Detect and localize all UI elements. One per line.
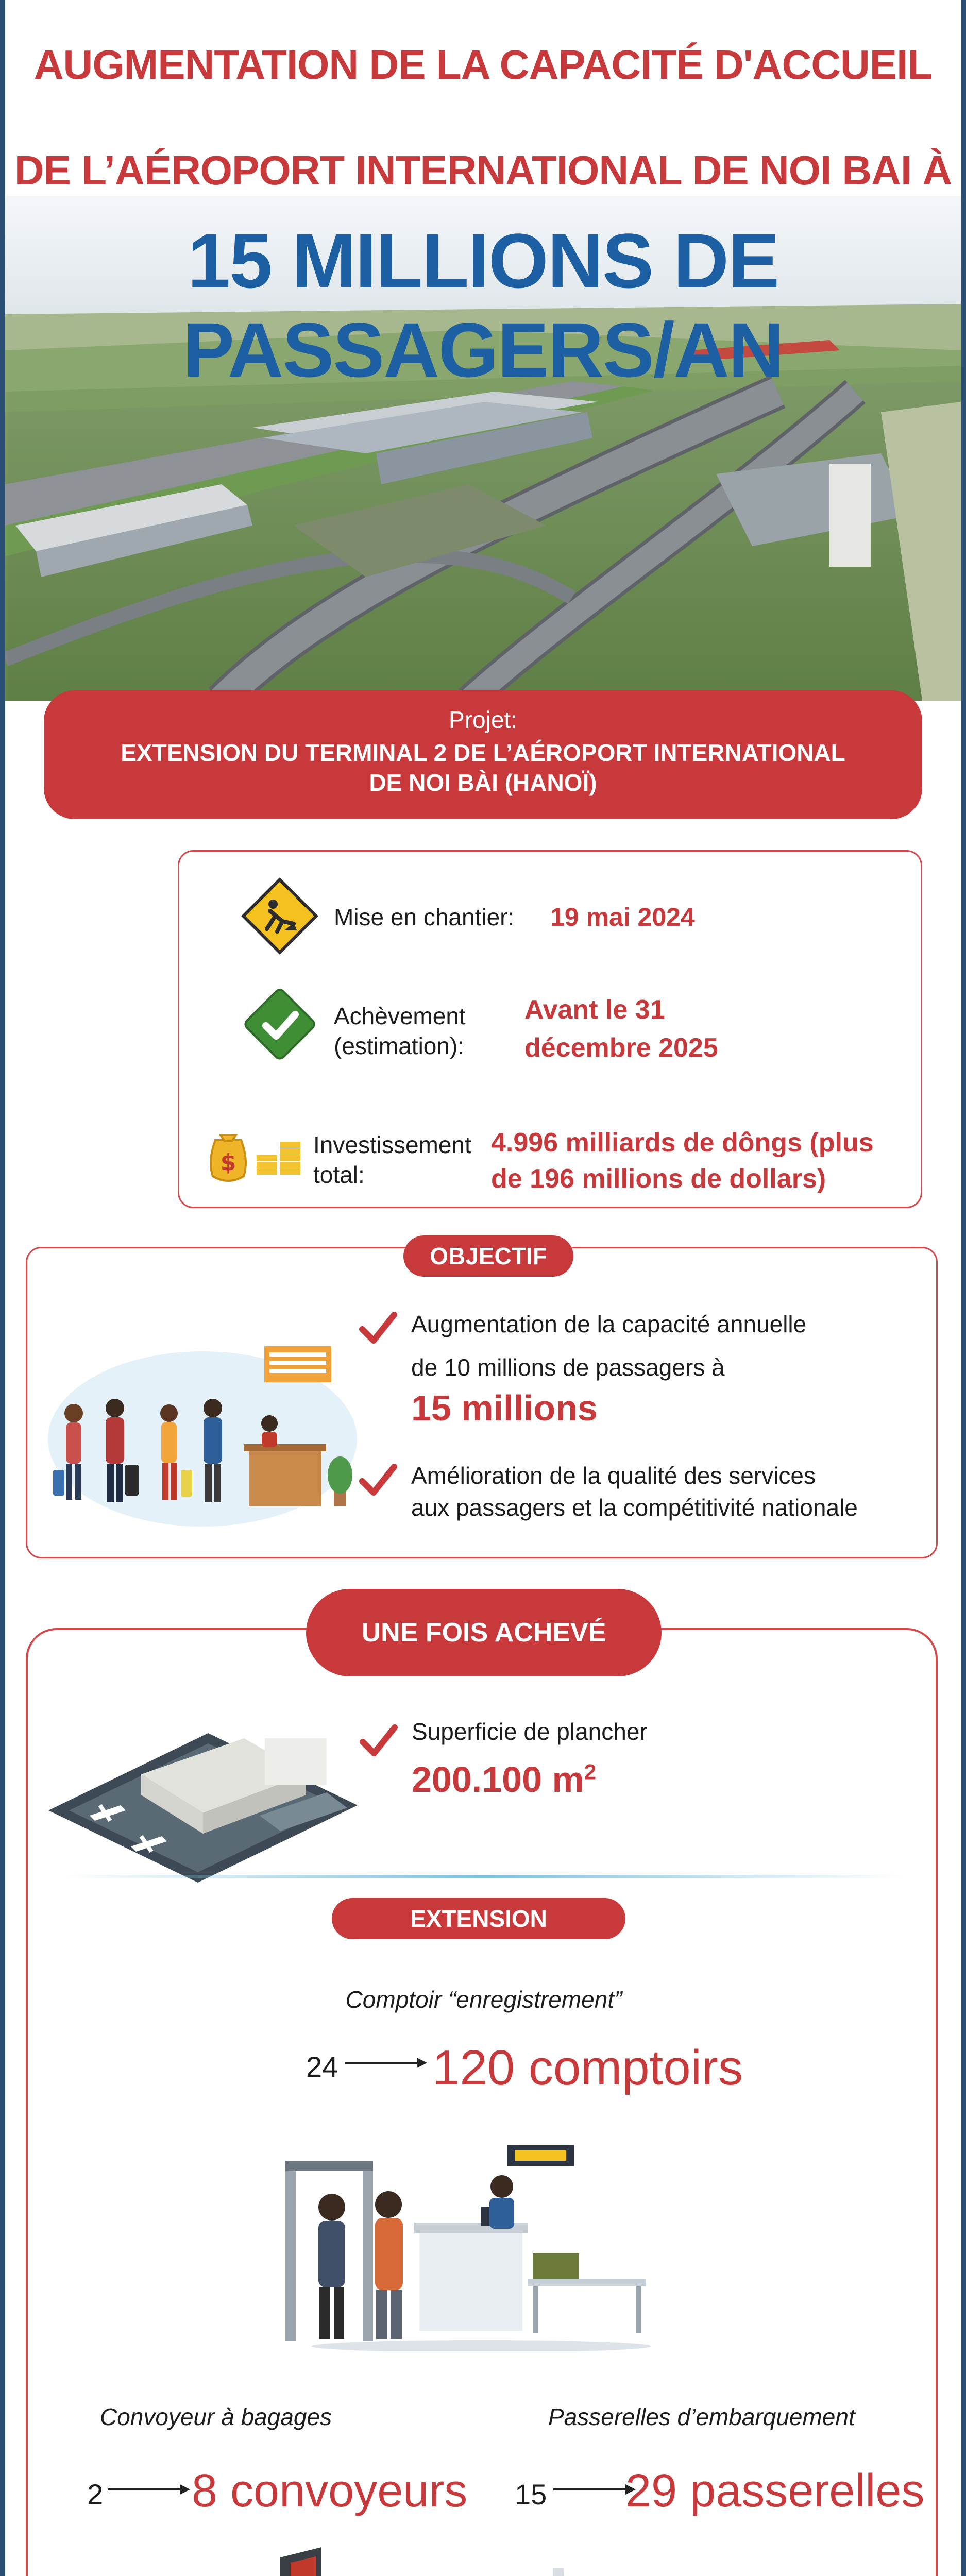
project-name-line-1: EXTENSION DU TERMINAL 2 DE L’AÉROPORT INTERNATIONAL <box>121 739 845 766</box>
project-label: Projet: <box>449 706 517 733</box>
travelers-illustration <box>43 1336 362 1532</box>
investment-label-line-1: Investissement <box>313 1131 471 1158</box>
title-line-1: AUGMENTATION DE LA CAPACITÉ D'ACCUEIL <box>33 42 933 88</box>
investment-value <box>491 1125 874 1197</box>
facts-card <box>178 850 922 1208</box>
section-divider <box>64 1875 904 1878</box>
objective-item-1-line-2: de 10 millions de passagers à <box>411 1354 725 1381</box>
project-banner <box>44 690 922 819</box>
checkin-to: 120 comptoirs <box>432 2040 743 2095</box>
objective-item-1-value: 15 millions <box>411 1388 598 1428</box>
extension-badge: EXTENSION <box>332 1898 625 1939</box>
baggage-conveyor-illustration <box>95 2547 383 2576</box>
bridges-title: Passerelles d’embarquement <box>548 2403 855 2430</box>
check-icon <box>358 1720 399 1761</box>
terminal-building-illustration <box>38 1702 368 1888</box>
floor-area-label: Superficie de plancher <box>412 1718 648 1745</box>
baggage-title: Convoyeur à bagages <box>100 2403 332 2430</box>
completion-value-line-1: Avant le 31 <box>524 995 665 1025</box>
arrow-icon <box>553 2479 636 2500</box>
title-line-2: DE L’AÉROPORT INTERNATIONAL DE NOI BAI À <box>14 147 952 193</box>
baggage-to: 8 convoyeurs <box>192 2465 468 2517</box>
check-icon <box>357 1460 398 1501</box>
completion-value <box>524 991 718 1067</box>
achieved-badge: UNE FOIS ACHEVÉ <box>306 1589 662 1676</box>
investment-label-line-2: total: <box>313 1161 365 1188</box>
floor-area-unit-exponent: 2 <box>584 1759 597 1784</box>
floor-area-value <box>412 1759 596 1800</box>
title-line-3: 15 MILLIONS DE PASSAGERS/AN <box>182 217 784 393</box>
objective-item-2-line-1: Amélioration de la qualité des services <box>411 1462 816 1489</box>
baggage-from: 2 <box>87 2478 104 2511</box>
completion-label-line-2: (estimation): <box>334 1032 465 1059</box>
arrow-icon <box>345 2053 427 2073</box>
completion-value-line-2: décembre 2025 <box>524 1033 718 1063</box>
objective-item-2 <box>411 1460 858 1523</box>
investment-value-line-1: 4.996 milliards de dôngs (plus <box>491 1128 874 1158</box>
boarding-bridge-illustration <box>399 2557 935 2576</box>
floor-area-number: 200.100 m <box>412 1759 584 1800</box>
start-label: Mise en chantier: <box>334 904 515 930</box>
checkin-from: 24 <box>306 2050 338 2083</box>
money-bag-icon <box>200 1120 303 1187</box>
checkin-counter-illustration <box>285 2145 677 2351</box>
construction-sign-icon <box>236 872 324 960</box>
objective-item-1-line-1: Augmentation de la capacité annuelle <box>411 1311 807 1337</box>
start-value: 19 mai 2024 <box>550 903 695 931</box>
completion-label <box>334 1001 466 1061</box>
completion-label-line-1: Achèvement <box>334 1003 466 1029</box>
arrow-icon <box>108 2479 190 2500</box>
svg-text:$: $ <box>220 1149 236 1176</box>
investment-label <box>313 1130 471 1190</box>
bridges-from: 15 <box>515 2478 547 2511</box>
check-icon <box>357 1308 398 1349</box>
checkin-title: Comptoir “enregistrement” <box>345 1986 622 2013</box>
objective-item-1 <box>411 1302 806 1389</box>
approved-check-icon <box>236 980 324 1068</box>
achieved-card <box>26 1618 938 2576</box>
objective-card <box>26 1243 938 1558</box>
investment-value-line-2: de 196 millions de dollars) <box>491 1164 826 1194</box>
objective-item-2-line-2: aux passagers et la compétitivité nationale <box>411 1494 858 1521</box>
project-name-line-2: DE NOI BÀI (HANOÏ) <box>369 769 597 796</box>
bridges-to: 29 passerelles <box>625 2465 925 2517</box>
objective-badge: OBJECTIF <box>403 1235 573 1277</box>
